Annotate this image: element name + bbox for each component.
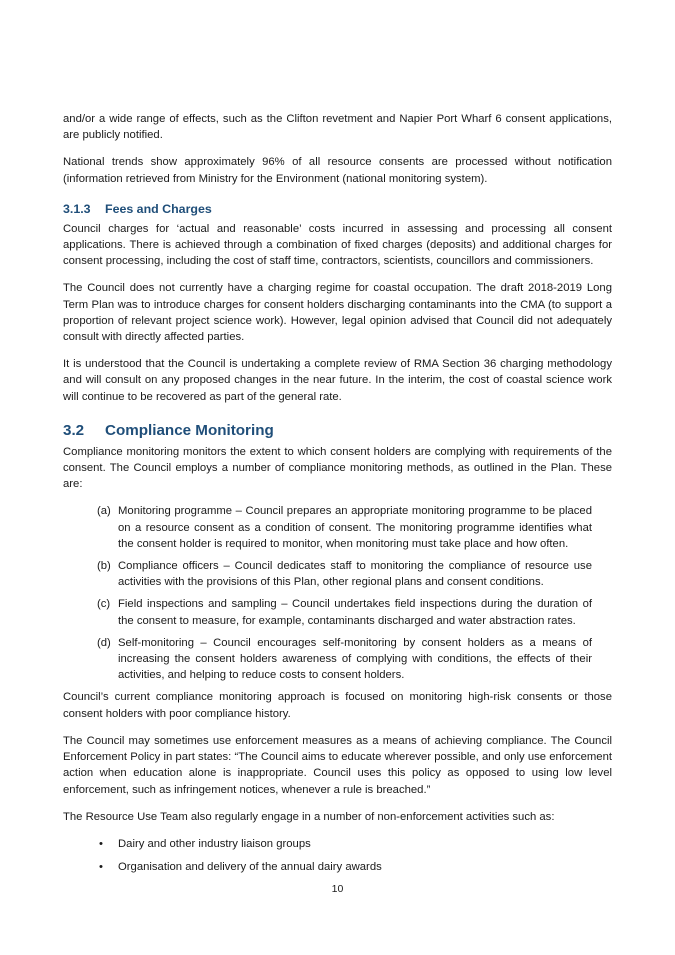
- list-item-text: Monitoring programme – Council prepares an appropriate monitoring programme to be placed on a resource consent as a condition of consent. The monitoring programme identifies what the consent holder is required to monitor, when monitoring must take place and how often.: [118, 505, 592, 550]
- activities-list: [63, 836, 612, 875]
- paragraph-compliance-intro: Compliance monitoring monitors the extent to which consent holders are complying with requirements of the consent. The Council employs a number of compliance monitoring methods, as outlined in the Plan. These are:: [63, 445, 612, 491]
- paragraph-council-charges: Council charges for ‘actual and reasonable’ costs incurred in assessing and processing all consent applications. There is achieved through a combination of fixed charges (deposits) and additional charges for consent processing, including the cost of staff time, contractors, scientists, councillors and commissioners.: [63, 222, 612, 268]
- list-item-text: Field inspections and sampling – Council undertakes field inspections during the duration of the consent to measure, for example, contaminants discharged and water abstraction rates.: [118, 598, 592, 627]
- heading-number: 3.2: [63, 421, 85, 439]
- paragraph-charging-regime: The Council does not currently have a charging regime for coastal occupation. The draft 2018-2019 Long Term Plan was to introduce charges for consent holders discharging contaminants into the CMA (to support a proportion of relevant project science work). However, legal opinion advised that Council did not adequately consult with directly affected parties.: [63, 282, 612, 344]
- list-marker: (a): [97, 505, 111, 518]
- heading-number: 3.1.3: [63, 201, 91, 216]
- list-item-text: Organisation and delivery of the annual dairy awards: [118, 861, 382, 874]
- page-number: 10: [331, 883, 344, 895]
- document-page: [63, 111, 612, 882]
- heading-compliance-monitoring: [63, 421, 612, 440]
- heading-title: Compliance Monitoring: [105, 421, 274, 439]
- bullet-icon: •: [99, 861, 103, 874]
- monitoring-methods-list: [63, 503, 612, 683]
- paragraph-resource-use-team: The Resource Use Team also regularly engage in a number of non-enforcement activities such as:: [63, 810, 555, 823]
- list-item: [63, 836, 612, 852]
- paragraph-review-section-36: It is understood that the Council is undertaking a complete review of RMA Section 36 charging methodology and will consult on any proposed changes in the near future. In the interim, the cost of coastal science work will continue to be recovered as part of the general rate.: [63, 358, 612, 403]
- bullet-icon: •: [99, 837, 103, 850]
- list-item-text: Dairy and other industry liaison groups: [118, 837, 311, 850]
- list-item-text: Self-monitoring – Council encourages self-monitoring by consent holders as a means of increasing the consent holders awareness of complying with conditions, the effects of their activities, and helping to reduce costs to consent holders.: [118, 636, 592, 682]
- list-item-text: Compliance officers – Council dedicates staff to monitoring the compliance of resource use activities with the provisions of this Plan, other regional plans and consent conditions.: [118, 560, 592, 589]
- heading-fees-and-charges: [63, 201, 612, 217]
- paragraph-national-trends: National trends show approximately 96% of all resource consents are processed without notification (information retrieved from Ministry for the Environment (national monitoring system).: [63, 156, 612, 185]
- list-marker: (c): [97, 598, 111, 611]
- paragraph-enforcement-policy: The Council may sometimes use enforcement measures as a means of achieving compliance. The Council Enforcement Policy in part states: “The Council aims to educate wherever possible, and only use enforcement action when education alone is inappropriate. Council uses this policy as opposed to using low level enforcement, such as infringement notices, whenever a rule is breached.”: [63, 734, 612, 796]
- list-item: [63, 503, 612, 552]
- heading-title: Fees and Charges: [105, 201, 212, 216]
- list-item: [63, 859, 612, 875]
- list-item: [63, 635, 612, 684]
- list-marker: (d): [97, 636, 111, 649]
- list-item: [63, 596, 612, 628]
- paragraph-notified: and/or a wide range of effects, such as the Clifton revetment and Napier Port Wharf 6 consent applications, are publicly notified.: [63, 113, 612, 142]
- paragraph-compliance-approach: Council’s current compliance monitoring approach is focused on monitoring high-risk consents or those consent holders with poor compliance history.: [63, 691, 612, 720]
- list-item: [63, 558, 612, 590]
- list-marker: (b): [97, 560, 111, 573]
